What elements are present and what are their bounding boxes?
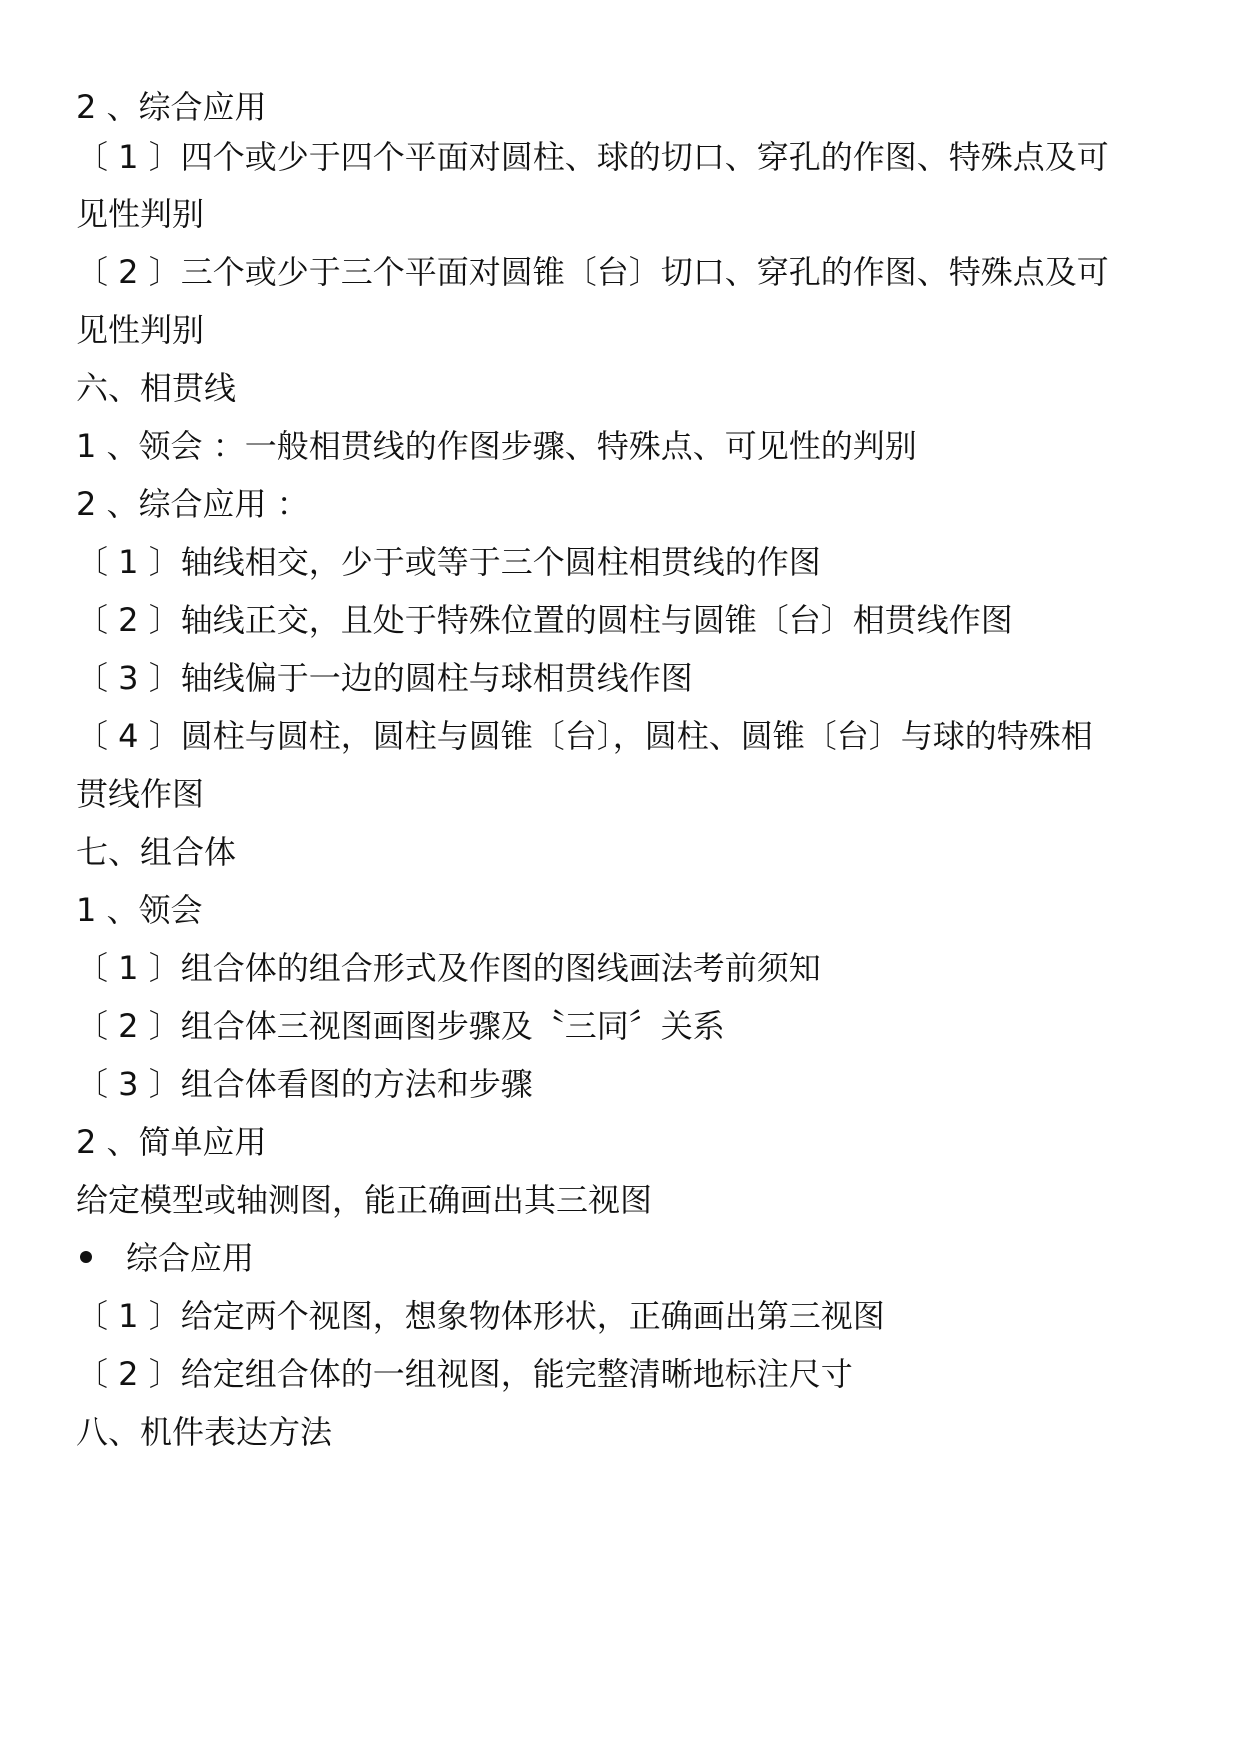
list-item: 〔 2 〕组合体三视图画图步骤及〝三同〞关系 [76, 1007, 725, 1045]
list-item: 〔 4 〕圆柱与圆柱，圆柱与圆锥〔台〕，圆柱、圆锥〔台〕与球的特殊相 [76, 717, 1093, 755]
chapter-heading-composite-body: 七、组合体 [76, 833, 237, 871]
bullet-icon [80, 1251, 92, 1263]
chapter-heading-part-representation: 八、机件表达方法 [76, 1413, 333, 1451]
list-item: 〔 1 〕轴线相交，少于或等于三个圆柱相贯线的作图 [76, 543, 821, 581]
list-item: 〔 2 〕三个或少于三个平面对圆锥〔台〕切口、穿孔的作图、特殊点及可 [76, 253, 1109, 291]
section-heading-understand: 1 、领会 ：一般相贯线的作图步骤、特殊点、可见性的判别 [76, 427, 917, 465]
chapter-heading-intersection-lines: 六、相贯线 [76, 369, 237, 407]
bullet-item [76, 1238, 1176, 1278]
bullet-text: 综合应用 [126, 1239, 255, 1277]
list-item-continuation: 见性判别 [76, 311, 205, 349]
list-item: 〔 1 〕给定两个视图，想象物体形状，正确画出第三视图 [76, 1297, 885, 1335]
section-heading-comprehensive-application: 2 、综合应用 [76, 88, 267, 126]
paragraph: 给定模型或轴测图，能正确画出其三视图 [76, 1181, 653, 1219]
section-heading-comprehensive-application: 2 、综合应用 ： [76, 485, 309, 523]
list-item: 〔 3 〕轴线偏于一边的圆柱与球相贯线作图 [76, 659, 693, 697]
list-item-continuation: 贯线作图 [76, 775, 205, 813]
list-item: 〔 2 〕给定组合体的一组视图，能完整清晰地标注尺寸 [76, 1355, 853, 1393]
section-heading-simple-application: 2 、简单应用 [76, 1123, 267, 1161]
section-heading-understand: 1 、领会 [76, 891, 203, 929]
list-item-continuation: 见性判别 [76, 195, 205, 233]
list-item: 〔 2 〕轴线正交，且处于特殊位置的圆柱与圆锥〔台〕相贯线作图 [76, 601, 1013, 639]
list-item: 〔 3 〕组合体看图的方法和步骤 [76, 1065, 533, 1103]
list-item: 〔 1 〕组合体的组合形式及作图的图线画法考前须知 [76, 949, 821, 987]
list-item: 〔 1 〕四个或少于四个平面对圆柱、球的切口、穿孔的作图、特殊点及可 [76, 138, 1109, 176]
